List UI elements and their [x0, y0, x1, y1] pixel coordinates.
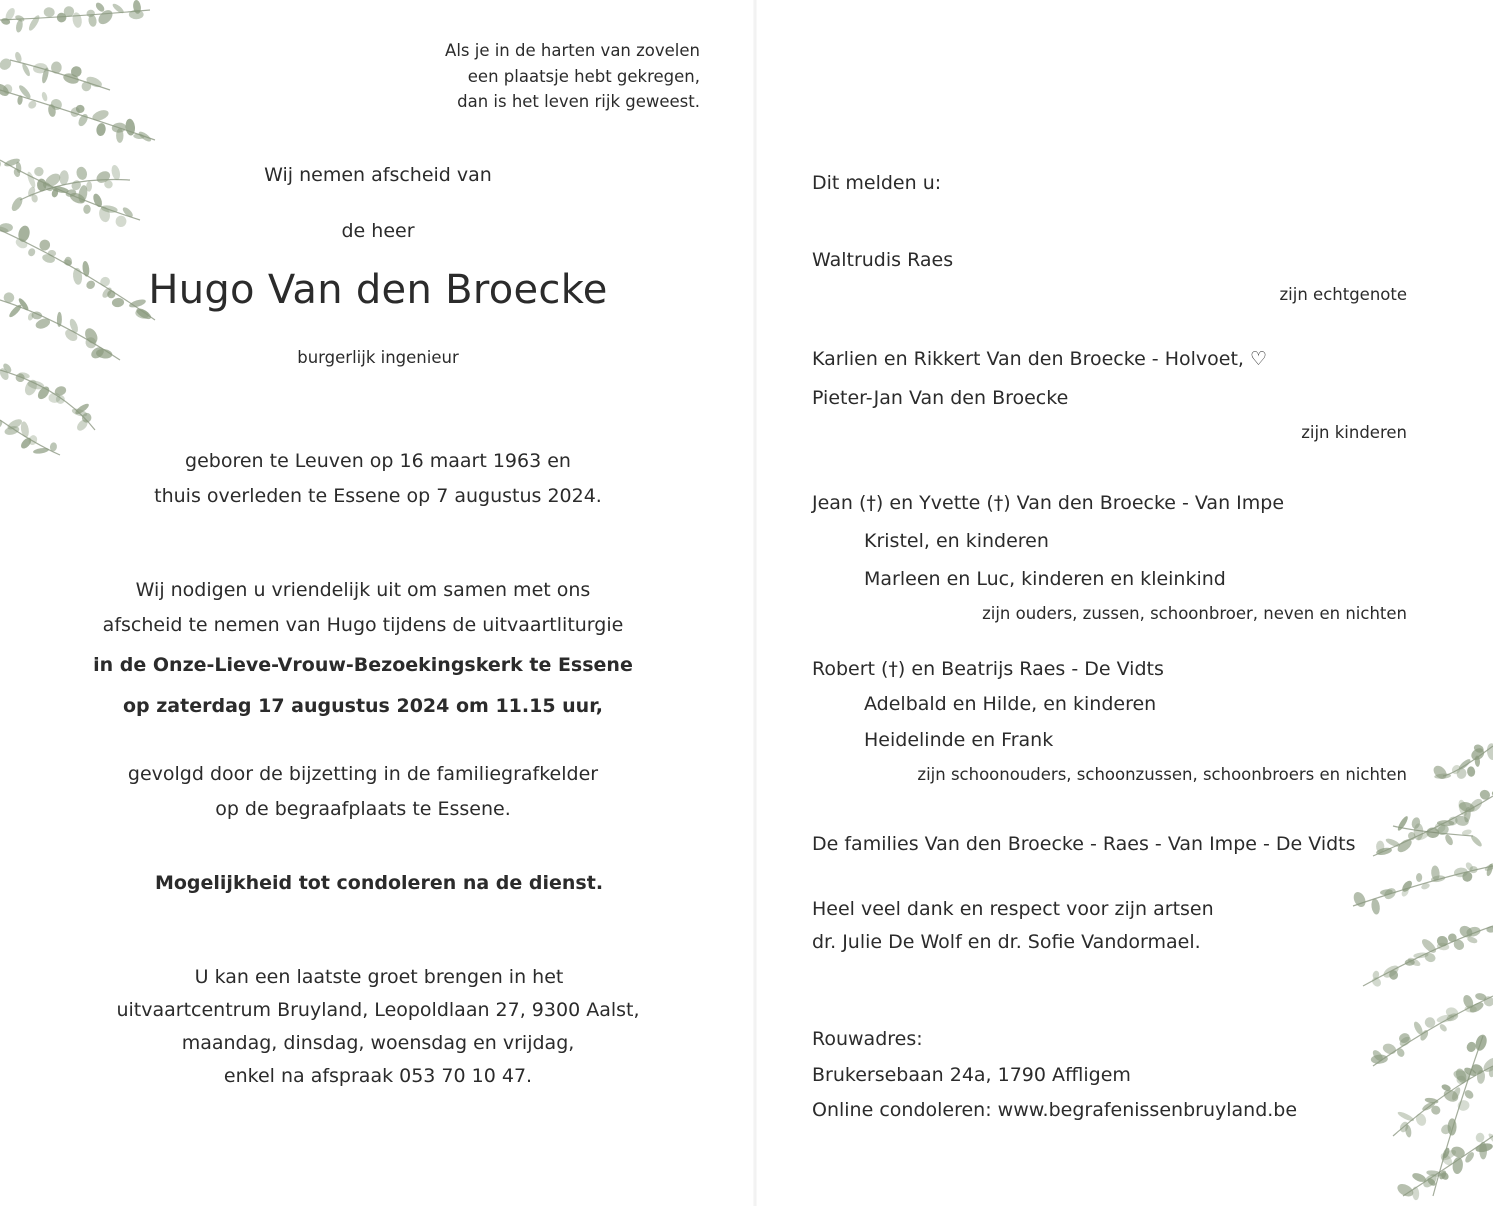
announcement-heading: Dit melden u:: [812, 172, 942, 194]
inlaw-sibling-line-2: Heidelinde en Frank: [864, 729, 1054, 751]
invitation-line-2: afscheid te nemen van Hugo tijdens de uitvaartliturgie: [102, 614, 624, 636]
thanks-line-2: dr. Julie De Wolf en dr. Sofie Vandormael.: [812, 931, 1201, 953]
inlaw-sibling-line-1: Adelbald en Hilde, en kinderen: [864, 693, 1157, 715]
deceased-name: Hugo Van den Broecke: [148, 267, 608, 313]
burial-line-2: op de begraafplaats te Essene.: [215, 798, 511, 820]
inlaws-line: Robert (†) en Beatrijs Raes - De Vidts: [812, 658, 1164, 680]
spouse-name: Waltrudis Raes: [812, 249, 954, 271]
service-location: in de Onze-Lieve-Vrouw-Bezoekingskerk te Essene: [93, 654, 633, 676]
quote-line-1: Als je in de harten van zovelen: [445, 41, 700, 60]
online-condolence: Online condoleren: www.begrafenissenbruyland.be: [812, 1099, 1298, 1121]
child-line-2: Pieter-Jan Van den Broecke: [812, 387, 1069, 409]
condolence-note: Mogelijkheid tot condoleren na de dienst.: [154, 872, 604, 894]
quote-line-3: dan is het leven rijk geweest.: [457, 92, 700, 111]
visitation-line-4: enkel na afspraak 053 70 10 47.: [223, 1065, 533, 1087]
quote-line-2: een plaatsje hebt gekregen,: [467, 67, 700, 86]
death-line: thuis overleden te Essene op 7 augustus 2024.: [154, 485, 602, 507]
invitation-line-1: Wij nodigen u vriendelijk uit om samen met ons: [135, 579, 591, 601]
right-page: [756, 0, 1493, 1206]
sibling-line-1: Kristel, en kinderen: [864, 530, 1049, 552]
thanks-line-1: Heel veel dank en respect voor zijn artsen: [812, 898, 1214, 920]
honorific: de heer: [341, 220, 415, 242]
intro-text: Wij nemen afscheid van: [264, 164, 492, 186]
children-relation: zijn kinderen: [1301, 423, 1407, 442]
parents-relation: zijn ouders, zussen, schoonbroer, neven en nichten: [982, 604, 1407, 623]
inlaws-relation: zijn schoonouders, schoonzussen, schoonbroers en nichten: [917, 765, 1407, 784]
service-time: op zaterdag 17 augustus 2024 om 11.15 uur,: [122, 695, 604, 717]
families-line: De families Van den Broecke - Raes - Van Impe - De Vidts: [812, 833, 1356, 855]
visitation-line-2: uitvaartcentrum Bruyland, Leopoldlaan 27, 9300 Aalst,: [116, 999, 640, 1021]
parents-line: Jean (†) en Yvette (†) Van den Broecke - Van Impe: [812, 492, 1285, 514]
child-line-1: Karlien en Rikkert Van den Broecke - Holvoet, ♡: [812, 348, 1268, 370]
visitation-line-3: maandag, dinsdag, woensdag en vrijdag,: [181, 1032, 575, 1054]
eucalyptus-branch-icon: [1333, 736, 1493, 1206]
address: Brukersebaan 24a, 1790 Affligem: [812, 1064, 1131, 1086]
sibling-line-2: Marleen en Luc, kinderen en kleinkind: [864, 568, 1226, 590]
visitation-line-1: U kan een laatste groet brengen in het: [194, 966, 564, 988]
address-label: Rouwadres:: [812, 1028, 923, 1050]
profession: burgerlijk ingenieur: [297, 348, 459, 367]
birth-line: geboren te Leuven op 16 maart 1963 en: [185, 450, 571, 472]
burial-line-1: gevolgd door de bijzetting in de familiegrafkelder: [127, 763, 599, 785]
spouse-relation: zijn echtgenote: [1279, 285, 1407, 304]
